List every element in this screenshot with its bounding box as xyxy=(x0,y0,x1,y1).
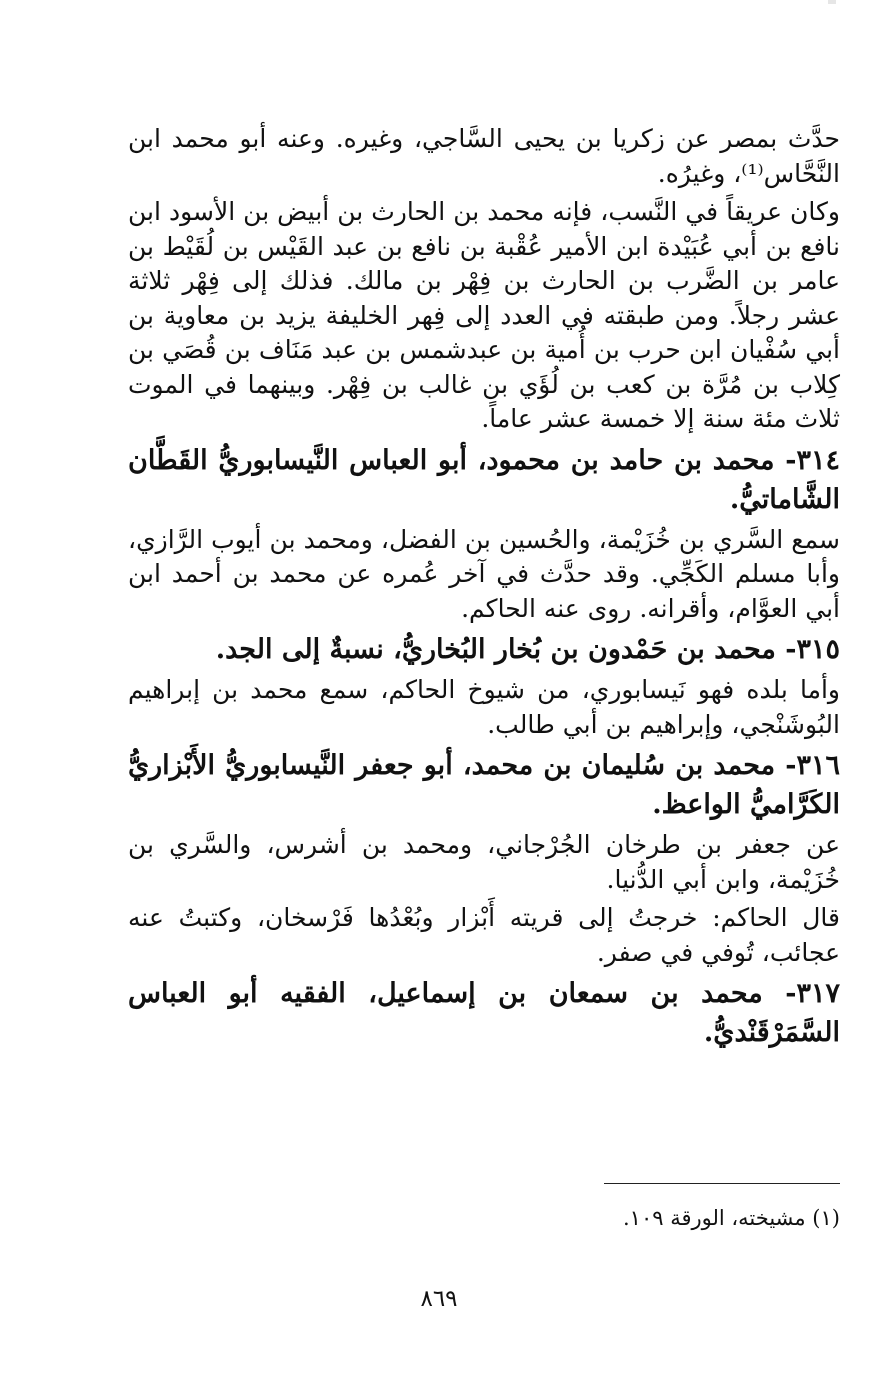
paragraph: وأما بلده فهو نَيسابوري، من شيوخ الحاكم، سمع محمد بن إبراهيم البُوشَنْجي، وإبراهيم بن أبي طالب. xyxy=(128,675,840,739)
entry-heading: ٣١٦- محمد بن سُليمان بن محمد، أبو جعفر النَّيسابوريُّ الأَبْزاريُّ الكَرَّاميُّ الواعظ. xyxy=(128,750,840,820)
entry-heading: ٣١٧- محمد بن سمعان بن إسماعيل، الفقيه أبو العباس السَّمَرْقَنْديُّ. xyxy=(128,978,840,1048)
footnote-divider xyxy=(604,1183,840,1184)
paragraph: وكان عريقاً في النَّسب، فإنه محمد بن الحارث بن أبيض بن الأسود ابن نافع بن أبي عُبَيْدة ابن الأمير عُقْبة بن نافع بن عبد القَيْس بن لُقَيْط بن عامر بن الضَّرب بن الحارث بن فِهْر بن مالك. فذلك إلى فِهْر ثلاثة عشر رجلاً. ومن طبقته في العدد إلى فِهر الخليفة يزيد بن معاوية بن أبي سُفْيان ابن حرب بن أُمية بن عبدشمس بن عبد مَنَاف بن قُصَي بن كِلاب بن مُرَّة بن كعب بن لُؤَي بن غالب بن فِهْر. وبينهما في الموت ثلاث مئة سنة إلا خمسة عشر عاماً. xyxy=(128,197,840,433)
scan-mark xyxy=(828,0,836,4)
paragraph: حدَّث بمصر عن زكريا بن يحيى السَّاجي، وغيره. وعنه أبو محمد ابن النَّحَّاس⁽¹⁾، وغيرُه. xyxy=(128,124,840,188)
paragraph: عن جعفر بن طرخان الجُرْجاني، ومحمد بن أشرس، والسَّري بن خُزَيْمة، وابن أبي الدُّنيا. xyxy=(128,830,840,894)
paragraph: قال الحاكم: خرجتُ إلى قريته أَبْزار وبُعْدُها فَرْسخان، وكتبتُ عنه عجائب، تُوفي في صفر. xyxy=(128,903,840,967)
main-text xyxy=(128,122,840,1056)
paragraph: سمع السَّري بن خُزَيْمة، والحُسين بن الفضل، ومحمد بن أيوب الرَّازي، وأبا مسلم الكَجِّي. وقد حدَّث في آخر عُمره عن محمد بن أحمد ابن أبي العوَّام، وأقرانه. روى عنه الحاكم. xyxy=(128,524,840,623)
page-number: ٨٦٩ xyxy=(420,1286,458,1312)
entry-heading: ٣١٤- محمد بن حامد بن محمود، أبو العباس النَّيسابوريُّ القَطَّان الشَّاماتيُّ. xyxy=(128,444,840,515)
footnote: (١) مشيخته، الورقة ١٠٩. xyxy=(622,1206,840,1230)
entry-heading: ٣١٥- محمد بن حَمْدون بن بُخار البُخاريُّ، نسبةٌ إلى الجد. xyxy=(215,634,840,665)
